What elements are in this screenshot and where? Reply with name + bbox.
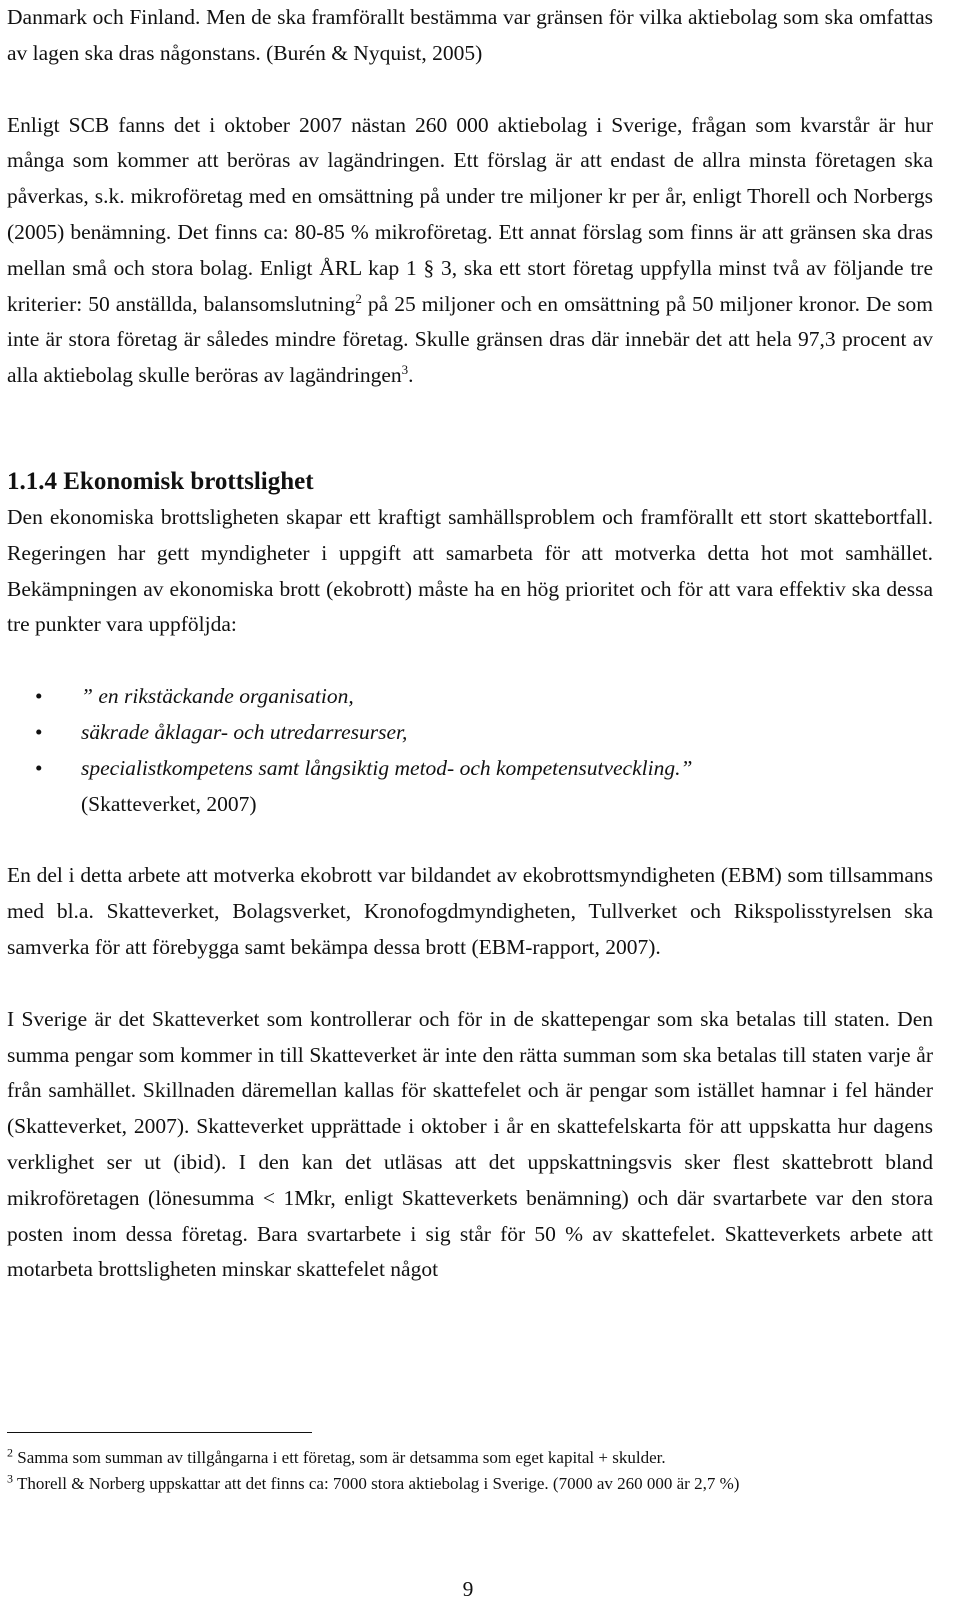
page-number: 9 <box>462 1577 474 1601</box>
paragraph-scb <box>7 108 933 394</box>
footnote-number: 2 <box>7 1445 13 1460</box>
document-page <box>7 0 933 1288</box>
section-heading: 1.1.4 Ekonomisk brottslighet <box>7 467 314 495</box>
list-item <box>7 679 933 715</box>
spacer <box>7 72 933 108</box>
footnote-ref-3: 3 <box>401 362 409 378</box>
footnote-number: 3 <box>7 1471 13 1486</box>
paragraph-scb-text-2: på 25 miljoner och en omsättning på 50 miljoner kronor. De som inte är stora företag är således mindre företag. Skulle gränsen dras där innebär det att hela 97,3 procent av alla aktiebolag skulle beröras av lagändringen <box>7 291 934 388</box>
footnote-ref-2: 2 <box>355 290 362 306</box>
spacer <box>7 966 933 1002</box>
list-item <box>7 715 933 751</box>
bullet-icon: • <box>35 684 43 709</box>
paragraph-skatteverket: I Sverige är det Skatteverket som kontrollerar och för in de skattepengar som ska betalas till staten. Den summa pengar som kommer in till Skatteverket är inte den rätta summan som ska betalas till staten varje år från samhället. Skillnaden däremellan kallas för skattefelet och är pengar som istället hamnar i fel händer (Skatteverket, 2007). Skatteverket upprättade i oktober i år en skattefelskarta för att uppskatta hur dagens verklighet ser ut (ibid). I den kan det utläsas att det uppskattningsvis sker flest skattebrott bland mikroföretagen (lönesumma < 1Mkr, enligt Skatteverkets benämning) och där svartarbete var den stora posten inom dessa företag. Bara svartarbete i sig står för 50 % av skattefelet. Skatteverkets arbete att motarbeta brottsligheten minskar skattefelet något <box>7 1006 933 1282</box>
footnote-text: Samma som summan av tillgångarna i ett företag, som är detsamma som eget kapital + skulder. <box>13 1448 666 1467</box>
list-item <box>7 751 933 787</box>
spacer <box>7 643 933 679</box>
footnote-3 <box>7 1471 937 1497</box>
paragraph-ebm: En del i detta arbete att motverka ekobrott var bildandet av ekobrottsmyndigheten (EBM) som tillsammans med bl.a. Skatteverket, Bolagsverket, Kronofogdmyndigheten, Tullverket och Rikspolisstyrelsen ska samverka för att förebygga samt bekämpa dessa brott (EBM-rapport, 2007). <box>7 863 933 959</box>
footnotes <box>7 1445 937 1497</box>
bullet-icon: • <box>35 719 43 744</box>
list-item-text: specialistkompetens samt långsiktig metod- och kompetensutveckling.” <box>81 755 693 780</box>
spacer <box>7 822 933 858</box>
spacer <box>7 394 933 464</box>
bullet-icon: • <box>35 755 43 780</box>
list-item-text: ” en rikstäckande organisation, <box>81 684 354 709</box>
bullet-citation: (Skatteverket, 2007) <box>81 791 257 816</box>
footnote-2 <box>7 1445 937 1471</box>
paragraph-ekobrott: Den ekonomiska brottsligheten skapar ett kraftigt samhällsproblem och framförallt ett stort skattebortfall. Regeringen har gett myndigheter i uppgift att samarbeta för att motverka detta hot mot samhället. Bekämpningen av ekonomiska brott (ekobrott) måste ha en hög prioritet och för att vara effektiv ska dessa tre punkter vara uppföljda: <box>7 504 933 637</box>
footnote-text: Thorell & Norberg uppskattar att det finns ca: 7000 stora aktiebolag i Sverige. (7000 av 260 000 är 2,7 %) <box>13 1474 740 1493</box>
paragraph-intro: Danmark och Finland. Men de ska framförallt bestämma var gränsen för vilka aktiebolag som ska omfattas av lagen ska dras någonstans. (Burén & Nyquist, 2005) <box>7 5 933 65</box>
list-item-text: säkrade åklagar- och utredarresurser, <box>81 719 408 744</box>
paragraph-scb-text: Enligt SCB fanns det i oktober 2007 nästan 260 000 aktiebolag i Sverige, frågan som kvarstår är hur många som kommer att beröras av lagändringen. Ett förslag är att endast de allra minsta företagen ska påverkas, s.k. mikroföretag med en omsättning på under tre miljoner kr per år, enligt Thorell och Norbergs (2005) benämning. Det finns ca: 80-85 % mikroföretag. Ett annat förslag som finns är att gränsen ska dras mellan små och stora bolag. Enligt ÅRL kap 1 § 3, ska ett stort företag uppfylla minst två av följande tre kriterier: 50 anställda, balansomslutning <box>7 112 933 316</box>
paragraph-scb-text-3: . <box>408 363 414 388</box>
footnote-divider <box>7 1432 312 1433</box>
bullet-list <box>7 679 933 786</box>
